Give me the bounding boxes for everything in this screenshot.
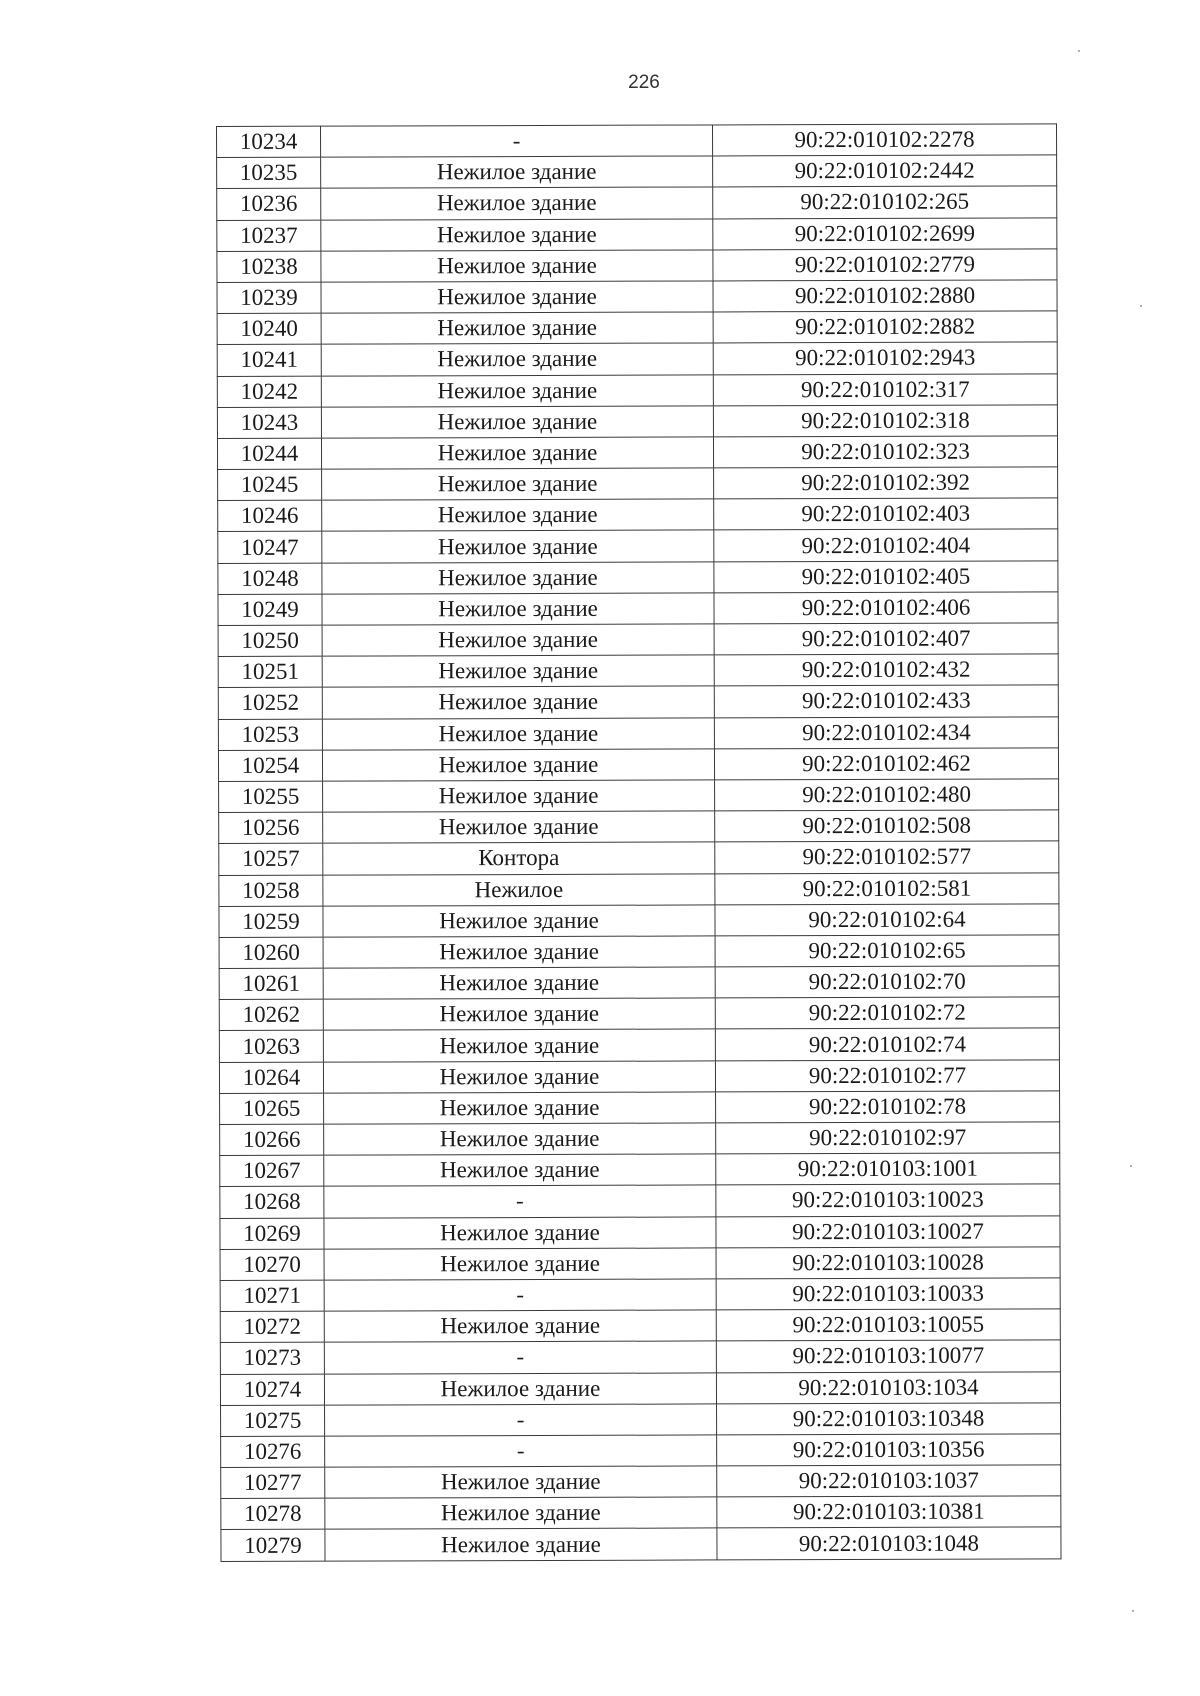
cadastral-number-cell: 90:22:010103:10348 [717,1403,1061,1435]
table-row [221,1496,1061,1530]
cadastral-number-cell: 90:22:010103:10356 [717,1434,1061,1466]
row-number-cell: 10274 [220,1374,324,1406]
cadastral-number-cell: 90:22:010102:480 [715,779,1059,811]
object-type-cell: - [324,1341,716,1373]
row-number-cell: 10266 [220,1124,324,1156]
row-number-cell: 10255 [219,781,323,813]
object-type-cell: Нежилое здание [322,655,714,687]
cadastral-number-cell: 90:22:010102:403 [714,498,1058,530]
object-type-cell: Нежилое здание [323,1029,715,1061]
object-type-cell: Нежилое здание [323,936,715,968]
row-number-cell: 10265 [220,1093,324,1125]
cadastral-number-cell: 90:22:010102:318 [713,405,1057,437]
table-row [217,280,1057,314]
cadastral-number-cell: 90:22:010102:405 [714,560,1058,592]
object-type-cell: Нежилое здание [322,624,714,656]
page-number: 226 [628,72,660,93]
table-row [219,1059,1059,1093]
table-row [218,498,1058,532]
object-type-cell: - [325,1404,717,1436]
row-number-cell: 10244 [217,438,321,470]
row-number-cell: 10273 [220,1342,324,1374]
object-type-cell: Нежилое здание [321,187,713,219]
row-number-cell: 10272 [220,1311,324,1343]
row-number-cell: 10243 [217,407,321,439]
row-number-cell: 10267 [220,1155,324,1187]
table-row [221,1403,1061,1437]
table-row [219,779,1059,813]
cadastral-number-cell: 90:22:010103:10027 [716,1215,1060,1247]
table-row [221,1434,1061,1468]
cadastral-number-cell: 90:22:010102:581 [715,872,1059,904]
row-number-cell: 10240 [217,313,321,345]
object-type-cell: Нежилое здание [323,967,715,999]
table-body [217,124,1062,1561]
cadastral-number-cell: 90:22:010103:10028 [716,1247,1060,1279]
table-row [217,155,1057,189]
row-number-cell: 10257 [219,843,323,875]
table-row [217,405,1057,439]
cadastral-number-cell: 90:22:010102:577 [715,841,1059,873]
object-type-cell: Нежилое здание [321,406,713,438]
object-type-cell: - [324,1185,716,1217]
table-row [219,935,1059,969]
row-number-cell: 10270 [220,1249,324,1281]
row-number-cell: 10271 [220,1280,324,1312]
object-type-cell: - [324,1279,716,1311]
cadastral-number-cell: 90:22:010102:433 [714,685,1058,717]
cadastral-number-cell: 90:22:010103:10381 [717,1496,1061,1528]
object-type-cell: - [321,125,713,157]
cadastral-number-cell: 90:22:010102:2278 [712,124,1056,156]
table-row [218,623,1058,657]
object-type-cell: - [325,1435,717,1467]
cadastral-number-cell: 90:22:010103:1037 [717,1465,1061,1497]
table-row [220,1371,1060,1405]
table-row [217,217,1057,251]
cadastral-number-cell: 90:22:010102:65 [715,935,1059,967]
table-row [220,1153,1060,1187]
object-type-cell: Нежилое здание [323,905,715,937]
table-row [217,436,1057,470]
row-number-cell: 10241 [217,344,321,376]
table-row [220,1184,1060,1218]
row-number-cell: 10275 [221,1405,325,1437]
object-type-cell: Нежилое здание [322,717,714,749]
table-row [217,186,1057,220]
object-type-cell: Нежилое здание [322,686,714,718]
object-type-cell: Нежилое здание [322,499,714,531]
object-type-cell: Нежилое здание [321,374,713,406]
row-number-cell: 10248 [218,563,322,595]
object-type-cell: Нежилое здание [322,593,714,625]
object-type-cell: Нежилое здание [322,749,714,781]
object-type-cell: Нежилое здание [321,312,713,344]
table-row [218,592,1058,626]
cadastral-number-cell: 90:22:010102:323 [713,436,1057,468]
row-number-cell: 10264 [219,1062,323,1094]
cadastral-number-cell: 90:22:010103:1001 [716,1153,1060,1185]
row-number-cell: 10263 [219,1031,323,1063]
row-number-cell: 10238 [217,251,321,283]
cadastral-number-cell: 90:22:010102:462 [714,748,1058,780]
table-row [219,872,1059,906]
registry-table [216,123,1062,1561]
table-row [218,560,1058,594]
row-number-cell: 10251 [218,656,322,688]
cadastral-number-cell: 90:22:010103:1048 [717,1527,1061,1559]
row-number-cell: 10235 [217,157,321,189]
row-number-cell: 10278 [221,1498,325,1530]
cadastral-number-cell: 90:22:010102:432 [714,654,1058,686]
scan-speck [1130,1165,1132,1167]
object-type-cell: Нежилое здание [324,1123,716,1155]
cadastral-number-cell: 90:22:010102:407 [714,623,1058,655]
cadastral-number-cell: 90:22:010102:265 [713,186,1057,218]
object-type-cell: Нежилое здание [321,343,713,375]
object-type-cell: Нежилое здание [321,250,713,282]
table-row [220,1122,1060,1156]
object-type-cell: Контора [323,842,715,874]
table-row [220,1091,1060,1125]
row-number-cell: 10268 [220,1187,324,1219]
cadastral-number-cell: 90:22:010102:74 [715,1028,1059,1060]
cadastral-number-cell: 90:22:010102:404 [714,529,1058,561]
table-row [219,1028,1059,1062]
object-type-cell: Нежилое здание [325,1466,717,1498]
table-row [220,1247,1060,1281]
table-row [220,1340,1060,1374]
table-row [218,685,1058,719]
cadastral-number-cell: 90:22:010102:72 [715,997,1059,1029]
cadastral-number-cell: 90:22:010102:2943 [713,342,1057,374]
table-row [217,342,1057,376]
row-number-cell: 10246 [218,500,322,532]
row-number-cell: 10269 [220,1218,324,1250]
object-type-cell: Нежилое здание [324,1216,716,1248]
table-row [218,654,1058,688]
row-number-cell: 10259 [219,906,323,938]
cadastral-number-cell: 90:22:010102:64 [715,904,1059,936]
cadastral-number-cell: 90:22:010102:508 [715,810,1059,842]
row-number-cell: 10252 [218,688,322,720]
table-row [217,373,1057,407]
table-row [217,124,1057,158]
object-type-cell: Нежилое здание [324,1310,716,1342]
row-number-cell: 10236 [217,189,321,221]
object-type-cell: Нежилое здание [324,1154,716,1186]
table-row [221,1527,1061,1561]
object-type-cell: Нежилое здание [323,998,715,1030]
scan-speck [1078,50,1080,52]
cadastral-number-cell: 90:22:010102:317 [713,373,1057,405]
object-type-cell: Нежилое здание [322,562,714,594]
cadastral-number-cell: 90:22:010102:434 [714,716,1058,748]
row-number-cell: 10242 [217,376,321,408]
row-number-cell: 10279 [221,1530,325,1562]
object-type-cell: Нежилое здание [323,780,715,812]
cadastral-number-cell: 90:22:010103:10055 [716,1309,1060,1341]
table-row [220,1215,1060,1249]
object-type-cell: Нежилое здание [325,1497,717,1529]
object-type-cell: Нежилое здание [323,811,715,843]
object-type-cell: Нежилое здание [322,468,714,500]
object-type-cell: Нежилое здание [321,281,713,313]
cadastral-number-cell: 90:22:010102:392 [714,467,1058,499]
object-type-cell: Нежилое [323,873,715,905]
scan-speck [1140,305,1142,307]
cadastral-number-cell: 90:22:010102:78 [716,1091,1060,1123]
table-row [219,997,1059,1031]
table-row [218,748,1058,782]
cadastral-number-cell: 90:22:010102:70 [715,966,1059,998]
object-type-cell: Нежилое здание [321,219,713,251]
row-number-cell: 10253 [218,719,322,751]
cadastral-number-cell: 90:22:010102:406 [714,592,1058,624]
row-number-cell: 10245 [218,469,322,501]
row-number-cell: 10234 [217,126,321,158]
table-row [218,716,1058,750]
row-number-cell: 10250 [218,625,322,657]
cadastral-number-cell: 90:22:010102:77 [715,1059,1059,1091]
cadastral-number-cell: 90:22:010102:2699 [713,217,1057,249]
object-type-cell: Нежилое здание [321,437,713,469]
table-row [220,1278,1060,1312]
object-type-cell: Нежилое здание [323,1061,715,1093]
row-number-cell: 10254 [218,750,322,782]
table-row [219,810,1059,844]
row-number-cell: 10260 [219,937,323,969]
object-type-cell: Нежилое здание [324,1372,716,1404]
object-type-cell: Нежилое здание [324,1248,716,1280]
object-type-cell: Нежилое здание [324,1092,716,1124]
table-row [219,841,1059,875]
cadastral-number-cell: 90:22:010102:2779 [713,249,1057,281]
table-row [218,529,1058,563]
scan-speck [1132,1610,1134,1612]
row-number-cell: 10249 [218,594,322,626]
table-row [217,311,1057,345]
row-number-cell: 10247 [218,532,322,564]
cadastral-number-cell: 90:22:010102:97 [716,1122,1060,1154]
object-type-cell: Нежилое здание [321,156,713,188]
cadastral-number-cell: 90:22:010102:2880 [713,280,1057,312]
row-number-cell: 10276 [221,1436,325,1468]
cadastral-number-cell: 90:22:010103:10077 [716,1340,1060,1372]
table-row [219,966,1059,1000]
cadastral-number-cell: 90:22:010103:1034 [716,1371,1060,1403]
row-number-cell: 10261 [219,968,323,1000]
table-row [218,467,1058,501]
row-number-cell: 10256 [219,812,323,844]
row-number-cell: 10239 [217,282,321,314]
object-type-cell: Нежилое здание [322,530,714,562]
cadastral-number-cell: 90:22:010102:2442 [713,155,1057,187]
row-number-cell: 10262 [219,999,323,1031]
cadastral-number-cell: 90:22:010102:2882 [713,311,1057,343]
cadastral-number-cell: 90:22:010103:10033 [716,1278,1060,1310]
row-number-cell: 10277 [221,1467,325,1499]
row-number-cell: 10258 [219,875,323,907]
table-row [221,1465,1061,1499]
table-row [219,904,1059,938]
table-row [220,1309,1060,1343]
row-number-cell: 10237 [217,220,321,252]
object-type-cell: Нежилое здание [325,1528,717,1560]
cadastral-number-cell: 90:22:010103:10023 [716,1184,1060,1216]
table-row [217,249,1057,283]
